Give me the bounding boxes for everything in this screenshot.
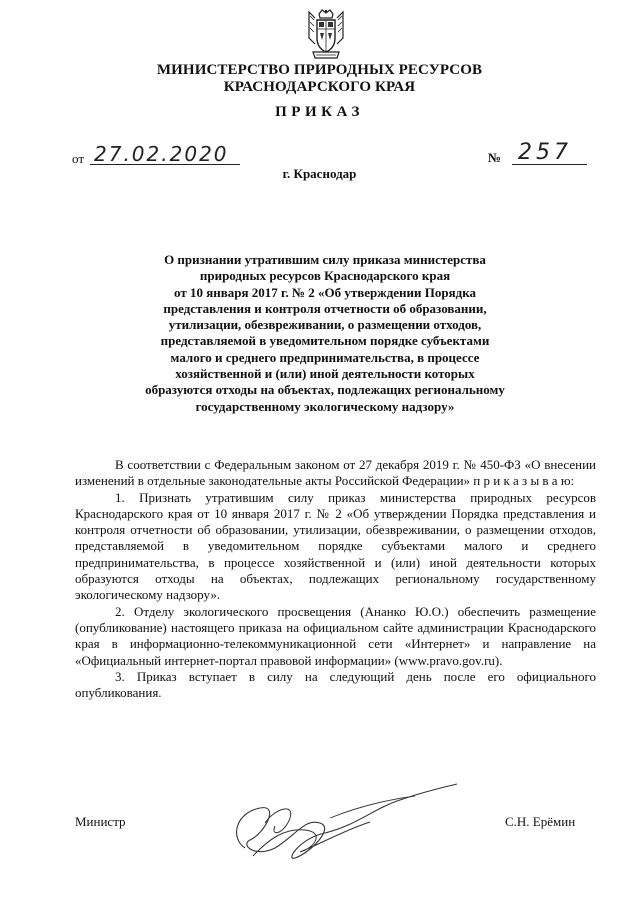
number-value: 257 — [518, 140, 572, 165]
coat-of-arms-icon — [303, 8, 349, 60]
order-subject — [130, 252, 520, 415]
ministry-name — [0, 62, 639, 96]
subject-line: образуются отходы на объектах, подлежащих региональному — [145, 382, 505, 398]
signatory-name: С.Н. Ерёмин — [505, 814, 576, 829]
item-1-paragraph: 1. Признать утратившим силу приказ министерства природных ресурсов Краснодарского края от 10 января 2017 г. № 2 «Об утверждении Порядка представления и контроля отчетности об образовании, утилизации, обезвреживании, о размещении отходов, представляемой в уведомительном порядке субъектами малого и среднего предпринимательства, в процессе хозяйственной и (или) иной деятельности которых образуются отходы на объектах, подлежащих региональному государственному экологическому надзору». — [75, 489, 596, 603]
ministry-line-2: КРАСНОДАРСКОГО КРАЯ — [223, 79, 416, 95]
order-body — [75, 457, 596, 701]
subject-line: государственному экологическому надзору» — [195, 398, 455, 414]
number-prefix: № — [488, 150, 502, 165]
signatory-title: Министр — [75, 814, 126, 829]
subject-line: от 10 января 2017 г. № 2 «Об утверждении Порядка — [173, 284, 477, 300]
ministry-line-1: МИНИСТЕРСТВО ПРИРОДНЫХ РЕСУРСОВ — [156, 62, 483, 78]
handwritten-signature — [225, 778, 465, 873]
subject-line: хозяйственной и (или) иной деятельности которых — [175, 366, 475, 382]
subject-line: представляемой в уведомительном порядке субъектами — [160, 333, 490, 349]
date-field — [72, 142, 242, 168]
subject-line: утилизации, обезвреживании, о размещении отходов, — [168, 317, 482, 333]
city: г. Краснодар — [282, 166, 357, 181]
item-3-paragraph: 3. Приказ вступает в силу на следующий день после его официального опубликования. — [75, 668, 596, 701]
subject-line: природных ресурсов Краснодарского края — [199, 268, 451, 284]
number-field — [488, 140, 608, 168]
date-prefix: от — [72, 151, 85, 166]
document-type: ПРИКАЗ — [275, 104, 364, 120]
item-2-paragraph: 2. Отделу экологического просвещения (Ананко Ю.О.) обеспечить размещение (опубликование) настоящего приказа на официальном сайте администрации Краснодарского края в информационно-телекоммуникационной сети «Интернет» и направление на «Официальный интернет-портал правовой информации» (www.pravo.gov.ru). — [75, 603, 596, 668]
date-value: 27.02.2020 — [94, 142, 229, 166]
subject-line: представления и контроля отчетности об образовании, — [163, 300, 487, 316]
subject-line: О признании утратившим силу приказа министерства — [164, 252, 486, 267]
subject-line: малого и среднего предпринимательства, в процессе — [170, 349, 480, 365]
preamble-paragraph: В соответствии с Федеральным законом от 27 декабря 2019 г. № 450-ФЗ «О внесении изменений в отдельные законодательные акты Российской Федерации» п р и к а з ы в а ю: — [75, 457, 596, 489]
